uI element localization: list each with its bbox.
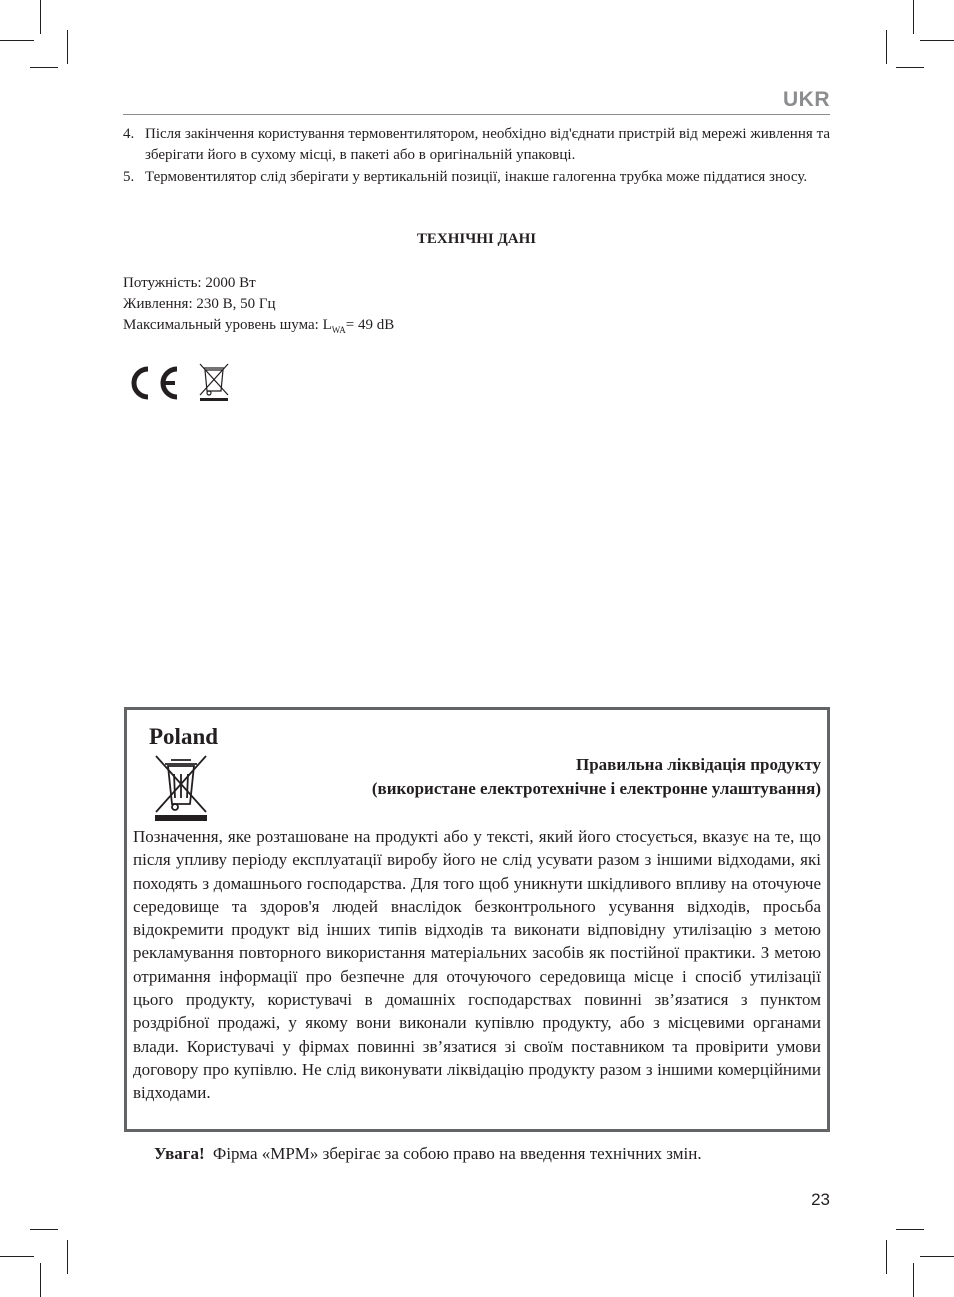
crop-mark [30, 1229, 58, 1230]
crop-mark [30, 67, 58, 68]
crop-mark [40, 0, 41, 34]
instruction-list [123, 124, 830, 189]
header-divider [123, 114, 830, 115]
language-label: UKR [783, 88, 830, 111]
noise-subscript: WA [331, 325, 346, 335]
crop-mark [67, 30, 68, 64]
noise-value: = 49 dB [345, 317, 395, 333]
list-item-text: Після закінчення користування термовентилятором, необхідно від'єднати пристрій від мережі живлення та зберігати його в сухому місці, в пакеті або в оригінальній упаковці. [145, 126, 830, 163]
notice [154, 1144, 702, 1164]
disposal-heading-line: (використане електротехнічне і електронне улаштування) [371, 779, 821, 798]
notice-label: Увага! [154, 1144, 205, 1163]
technical-data-heading: ТЕХНІЧНІ ДАНІ [416, 231, 537, 247]
crop-mark [886, 30, 887, 64]
crop-mark [886, 1240, 887, 1274]
supply-spec: Живлення: 230 В, 50 Гц [123, 296, 276, 312]
crossed-out-wheelie-bin-icon [153, 752, 209, 822]
crop-mark [896, 1229, 924, 1230]
disposal-body-text: Позначення, яке розташоване на продукті або у тексті, який його стосується, вказує на те, що після упливу періоду експлуатації виробу його не слід усувати разом з іншими відходами, які походять з домашнього господарства. Для того щоб уникнути шкідливого впливу на оточуюче середовище та здоров'я людей внаслідок безконтрольного усування відходів, просьба відокремити продукт від інших типів відходів та виконати відповідну утилізацію з метою рекламування повторного використання матеріальних засобів як постійної практики. З метою отримання інформації про безпечне для оточуючого середовища місце і спосіб утилізації цього продукту, користувачі в домашніх господарствах повинні зв’язатися з пунктом роздрібної продажі, у якому вони виконали купівлю продукту, або з місцевими органами влади. Користувачі у фірмах повинні зв’язатися зі своїм поставником та провірити умови договору про купівлю. Не слід виконувати ліквідацію продукту разом з іншими комерційними відходами. [133, 827, 821, 1103]
crop-mark [913, 0, 914, 34]
list-item-text: Термовентилятор слід зберігати у вертикальній позиції, інакше галогенна трубка може піддатися зносу. [145, 169, 808, 185]
notice-text: Фірма «MPM» зберігає за собою право на введення технічних змін. [212, 1144, 702, 1163]
crop-mark [920, 40, 954, 41]
technical-specs [123, 273, 394, 341]
disposal-heading-line: Правильна ліквідація продукту [575, 755, 821, 774]
crop-mark [40, 1263, 41, 1297]
crossed-out-wheelie-bin-icon [198, 362, 230, 402]
disposal-info-box [124, 707, 830, 1132]
ce-mark-icon [124, 365, 180, 401]
crop-mark [0, 1256, 34, 1257]
page-number: 23 [811, 1190, 830, 1209]
power-spec: Потужність: 2000 Вт [123, 275, 256, 291]
crop-mark [67, 1240, 68, 1274]
noise-label: Максимальный уровень шума: L [123, 317, 332, 333]
list-item-number: 5. [123, 169, 135, 185]
list-item [123, 167, 830, 188]
country-label: Poland [149, 724, 219, 749]
list-item-number: 4. [123, 126, 135, 142]
noise-spec [123, 315, 394, 341]
list-item [123, 124, 830, 166]
crop-mark [913, 1263, 914, 1297]
crop-mark [896, 67, 924, 68]
crop-mark [0, 40, 34, 41]
disposal-heading [372, 753, 821, 801]
crop-mark [920, 1256, 954, 1257]
